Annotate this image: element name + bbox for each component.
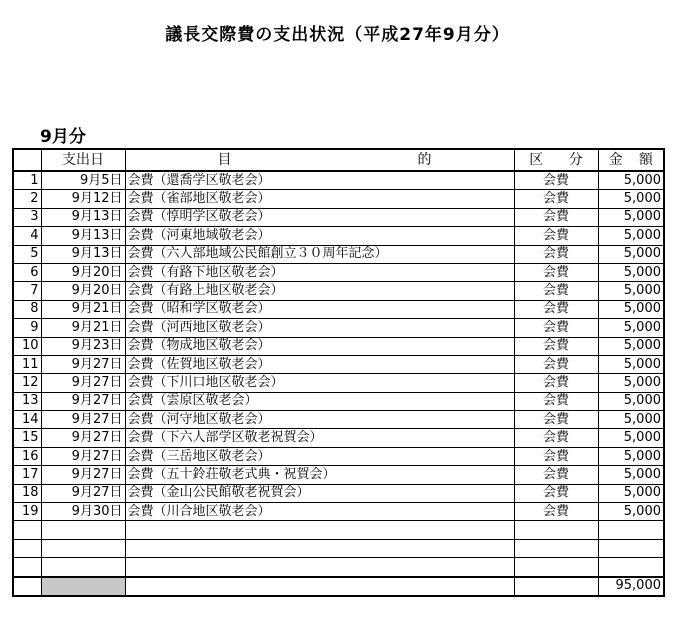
- row-category: 会費: [514, 466, 598, 484]
- row-date: 9月21日: [41, 300, 125, 318]
- row-amount: 5,000: [598, 429, 664, 447]
- row-category: 会費: [514, 429, 598, 447]
- header-no: [13, 149, 41, 171]
- row-category: 会費: [514, 337, 598, 355]
- header-amount-part-a: 金: [608, 152, 623, 168]
- row-amount: 5,000: [598, 190, 664, 208]
- row-amount: 5,000: [598, 411, 664, 429]
- blank-cell: [13, 539, 41, 557]
- row-number: 19: [13, 503, 41, 521]
- row-number: 14: [13, 411, 41, 429]
- table-row: [13, 227, 664, 245]
- table-row: [13, 411, 664, 429]
- row-item: 会費（下六人部学区敬老祝賀会）: [125, 429, 514, 447]
- table-row: [13, 392, 664, 410]
- blank-cell: [41, 558, 125, 577]
- row-category: 会費: [514, 245, 598, 263]
- table-row: [13, 319, 664, 337]
- row-amount: 5,000: [598, 392, 664, 410]
- row-item: 会費（河守地区敬老会）: [125, 411, 514, 429]
- row-item: 会費（有路上地区敬老会）: [125, 282, 514, 300]
- row-amount: 5,000: [598, 319, 664, 337]
- row-category: 会費: [514, 392, 598, 410]
- row-item: 会費（三岳地区敬老会）: [125, 447, 514, 465]
- row-number: 16: [13, 447, 41, 465]
- row-amount: 5,000: [598, 447, 664, 465]
- row-category: 会費: [514, 374, 598, 392]
- expense-table: [12, 148, 665, 597]
- table-row: [13, 429, 664, 447]
- row-date: 9月27日: [41, 484, 125, 502]
- table-row: [13, 171, 664, 190]
- table-row: [13, 484, 664, 502]
- row-date: 9月20日: [41, 282, 125, 300]
- row-amount: 5,000: [598, 227, 664, 245]
- blank-cell: [514, 558, 598, 577]
- total-amount: 95,000: [598, 577, 664, 596]
- table-header-row: [13, 149, 664, 171]
- row-item: 会費（有路下地区敬老会）: [125, 263, 514, 281]
- row-amount: 5,000: [598, 263, 664, 281]
- blank-cell: [41, 521, 125, 539]
- blank-cell: [13, 558, 41, 577]
- row-date: 9月30日: [41, 503, 125, 521]
- header-date: 支出日: [41, 149, 125, 171]
- table-row: [13, 263, 664, 281]
- table-row: [13, 374, 664, 392]
- header-category: [514, 149, 598, 171]
- header-item: [125, 149, 514, 171]
- row-category: 会費: [514, 227, 598, 245]
- blank-cell: [125, 558, 514, 577]
- row-category: 会費: [514, 263, 598, 281]
- row-item: 会費（五十鈴荘敬老式典・祝賀会）: [125, 466, 514, 484]
- blank-cell: [598, 539, 664, 557]
- row-number: 1: [13, 171, 41, 190]
- row-amount: 5,000: [598, 355, 664, 373]
- table-row: [13, 208, 664, 226]
- row-number: 18: [13, 484, 41, 502]
- row-number: 11: [13, 355, 41, 373]
- row-date: 9月23日: [41, 337, 125, 355]
- header-amount: [598, 149, 664, 171]
- row-number: 7: [13, 282, 41, 300]
- row-number: 9: [13, 319, 41, 337]
- table-row: [13, 245, 664, 263]
- total-no-cell: [13, 577, 41, 596]
- row-date: 9月13日: [41, 245, 125, 263]
- header-category-part-b: 分: [568, 152, 583, 168]
- table-row: [13, 503, 664, 521]
- row-number: 2: [13, 190, 41, 208]
- row-number: 6: [13, 263, 41, 281]
- row-amount: 5,000: [598, 300, 664, 318]
- header-item-part-a: 目: [217, 152, 232, 168]
- row-category: 会費: [514, 190, 598, 208]
- blank-cell: [125, 521, 514, 539]
- row-amount: 5,000: [598, 208, 664, 226]
- row-date: 9月27日: [41, 374, 125, 392]
- row-category: 会費: [514, 355, 598, 373]
- row-number: 4: [13, 227, 41, 245]
- row-amount: 5,000: [598, 282, 664, 300]
- blank-cell: [514, 539, 598, 557]
- row-date: 9月27日: [41, 355, 125, 373]
- row-amount: 5,000: [598, 466, 664, 484]
- row-category: 会費: [514, 208, 598, 226]
- blank-row: [13, 539, 664, 557]
- row-number: 13: [13, 392, 41, 410]
- row-category: 会費: [514, 484, 598, 502]
- total-row: [13, 577, 664, 596]
- row-date: 9月27日: [41, 392, 125, 410]
- row-date: 9月27日: [41, 447, 125, 465]
- row-item: 会費（川合地区敬老会）: [125, 503, 514, 521]
- row-amount: 5,000: [598, 484, 664, 502]
- row-item: 会費（六人部地域公民館創立３０周年記念）: [125, 245, 514, 263]
- row-item: 会費（下川口地区敬老会）: [125, 374, 514, 392]
- row-number: 3: [13, 208, 41, 226]
- row-category: 会費: [514, 282, 598, 300]
- blank-cell: [598, 558, 664, 577]
- row-item: 会費（金山公民館敬老祝賀会）: [125, 484, 514, 502]
- row-item: 会費（物成地区敬老会）: [125, 337, 514, 355]
- total-item-cell: [125, 577, 514, 596]
- row-number: 17: [13, 466, 41, 484]
- row-date: 9月20日: [41, 263, 125, 281]
- row-category: 会費: [514, 300, 598, 318]
- blank-cell: [125, 539, 514, 557]
- row-category: 会費: [514, 319, 598, 337]
- row-category: 会費: [514, 171, 598, 190]
- row-date: 9月12日: [41, 190, 125, 208]
- row-date: 9月5日: [41, 171, 125, 190]
- row-date: 9月27日: [41, 429, 125, 447]
- table-row: [13, 466, 664, 484]
- row-category: 会費: [514, 503, 598, 521]
- header-category-part-a: 区: [529, 152, 544, 168]
- blank-cell: [598, 521, 664, 539]
- table-body: [13, 171, 664, 521]
- row-item: 会費（昭和学区敬老会）: [125, 300, 514, 318]
- row-amount: 5,000: [598, 245, 664, 263]
- table-row: [13, 337, 664, 355]
- blank-row: [13, 558, 664, 577]
- blank-cell: [41, 539, 125, 557]
- table-row: [13, 282, 664, 300]
- row-number: 8: [13, 300, 41, 318]
- document-title: 議長交際費の支出状況（平成27年9月分）: [165, 25, 510, 45]
- row-item: 会費（雀部地区敬老会）: [125, 190, 514, 208]
- header-item-part-b: 的: [417, 152, 432, 168]
- row-amount: 5,000: [598, 337, 664, 355]
- row-date: 9月13日: [41, 208, 125, 226]
- row-category: 会費: [514, 447, 598, 465]
- row-date: 9月21日: [41, 319, 125, 337]
- total-shaded-cell: [41, 577, 125, 596]
- blank-cell: [514, 521, 598, 539]
- row-number: 12: [13, 374, 41, 392]
- row-item: 会費（佐賀地区敬老会）: [125, 355, 514, 373]
- month-label: 9月分: [40, 127, 86, 147]
- row-item: 会費（河東地域敬老会）: [125, 227, 514, 245]
- blank-cell: [13, 521, 41, 539]
- header-amount-part-b: 額: [638, 152, 653, 168]
- row-number: 10: [13, 337, 41, 355]
- row-amount: 5,000: [598, 503, 664, 521]
- row-date: 9月27日: [41, 411, 125, 429]
- row-amount: 5,000: [598, 171, 664, 190]
- row-amount: 5,000: [598, 374, 664, 392]
- total-category-cell: [514, 577, 598, 596]
- blank-row: [13, 521, 664, 539]
- row-item: 会費（河西地区敬老会）: [125, 319, 514, 337]
- table-row: [13, 190, 664, 208]
- row-number: 15: [13, 429, 41, 447]
- row-item: 会費（惇明学区敬老会）: [125, 208, 514, 226]
- row-category: 会費: [514, 411, 598, 429]
- table-row: [13, 300, 664, 318]
- row-item: 会費（雲原区敬老会）: [125, 392, 514, 410]
- table-row: [13, 447, 664, 465]
- row-date: 9月13日: [41, 227, 125, 245]
- row-date: 9月27日: [41, 466, 125, 484]
- row-number: 5: [13, 245, 41, 263]
- row-item: 会費（還喬学区敬老会）: [125, 171, 514, 190]
- table-row: [13, 355, 664, 373]
